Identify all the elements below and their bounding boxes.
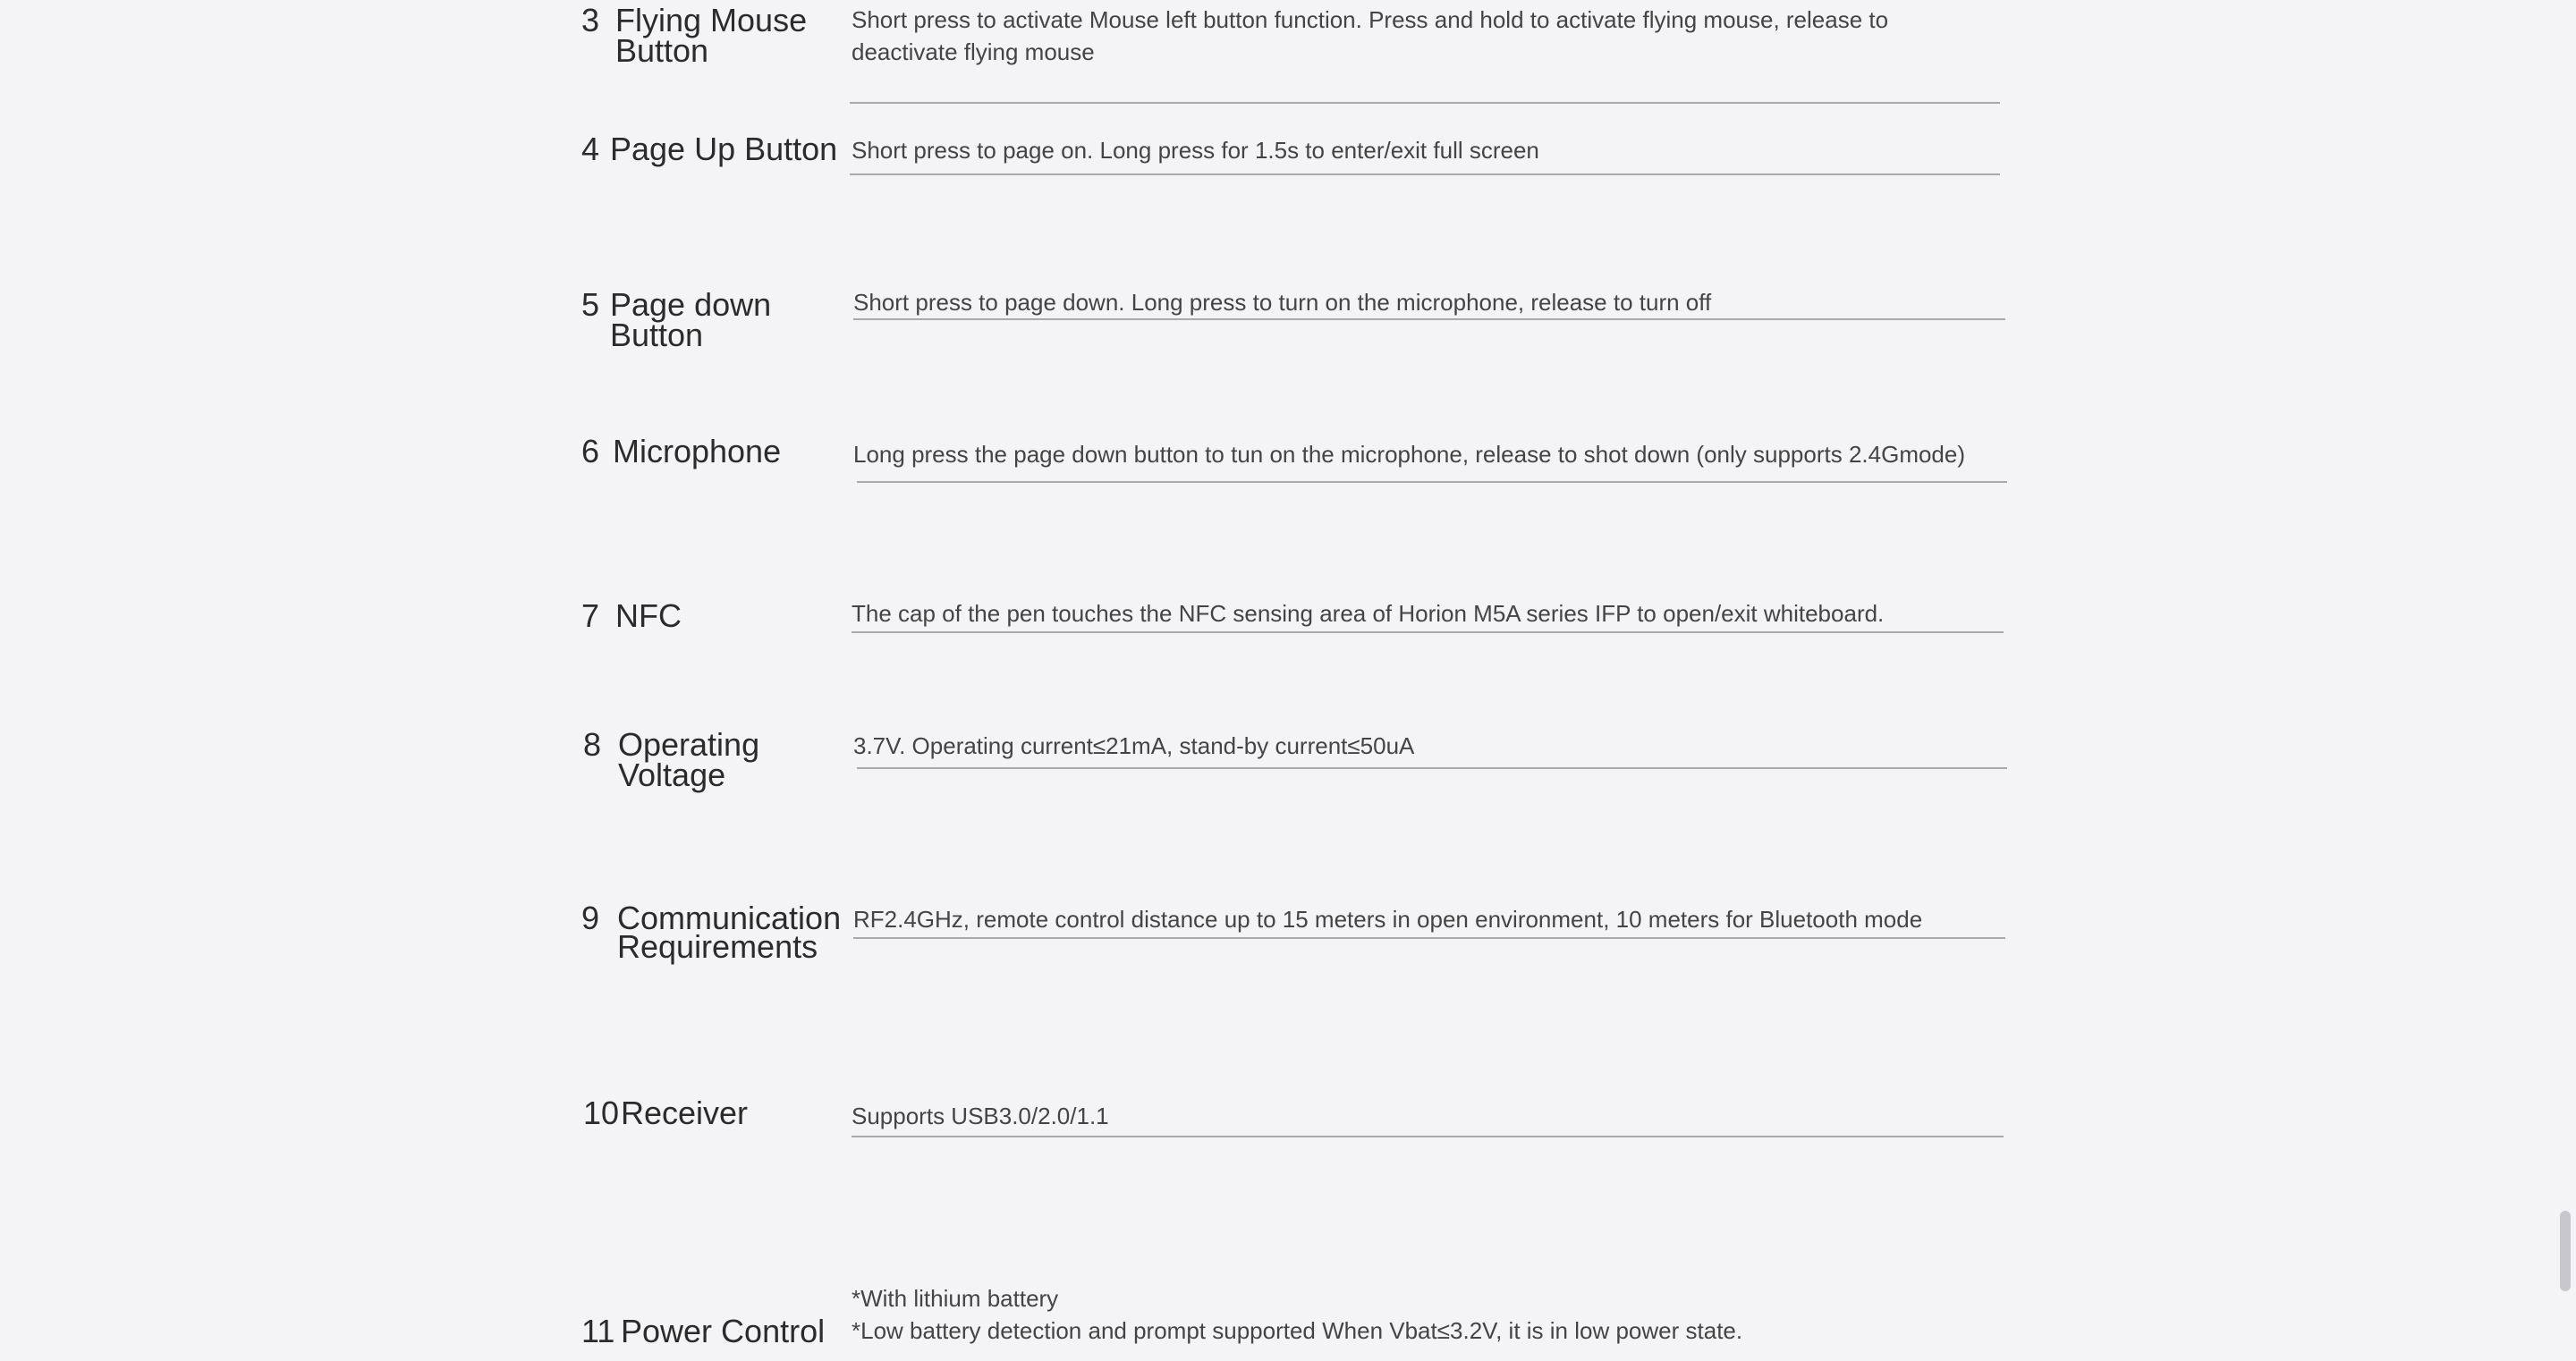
divider: [850, 173, 2000, 175]
feature-description-line: Long press the page down button to tun on the microphone, release to shot down (only supports 2.4Gmode): [853, 441, 1966, 468]
feature-description-line: 3.7V. Operating current≤21mA, stand-by current≤50uA: [853, 732, 1415, 759]
divider: [850, 102, 2000, 104]
feature-label-line: Requirements: [617, 928, 818, 965]
feature-label-line: NFC: [615, 597, 682, 634]
divider: [853, 318, 2005, 320]
feature-number: 5: [581, 286, 600, 323]
feature-description-line: Short press to page down. Long press to turn on the microphone, release to turn off: [853, 289, 1712, 316]
feature-number: 8: [583, 726, 602, 763]
feature-label-line: Page Up Button: [610, 131, 838, 167]
feature-number: 3: [581, 2, 600, 38]
divider: [852, 1136, 2004, 1137]
feature-label-line: Receiver: [621, 1095, 749, 1131]
divider: [853, 937, 2005, 939]
divider: [857, 767, 2007, 769]
feature-label-line: Voltage: [618, 757, 726, 793]
feature-label-line: Button: [615, 32, 709, 69]
divider: [852, 631, 2004, 633]
feature-label-line: Microphone: [613, 433, 782, 469]
feature-label-line: Operating: [618, 726, 760, 763]
feature-description-line: Short press to activate Mouse left button function. Press and hold to activate flying mouse, release to: [852, 6, 1889, 33]
feature-number: 4: [581, 131, 600, 167]
feature-number: 6: [581, 433, 600, 469]
feature-number: 7: [581, 597, 600, 634]
feature-label-line: Power Control: [621, 1313, 826, 1349]
feature-label-line: Flying Mouse: [615, 2, 808, 38]
feature-description-line: deactivate flying mouse: [852, 38, 1095, 65]
feature-description-line: Supports USB3.0/2.0/1.1: [852, 1103, 1109, 1129]
feature-label-line: Page down: [610, 286, 772, 323]
scrollbar-thumb[interactable]: [2560, 1211, 2571, 1291]
feature-description-line: RF2.4GHz, remote control distance up to 15 meters in open environment, 10 meters for Bluetooth mode: [853, 906, 1923, 933]
feature-label-line: Communication: [617, 900, 842, 936]
feature-description-line: Short press to page on. Long press for 1.5s to enter/exit full screen: [852, 137, 1539, 164]
divider: [857, 481, 2007, 483]
feature-number: 9: [581, 900, 600, 936]
feature-description-line: *With lithium battery: [852, 1285, 1059, 1312]
feature-number: 11: [581, 1313, 615, 1349]
feature-description-line: *Low battery detection and prompt supported When Vbat≤3.2V, it is in low power state.: [852, 1317, 1743, 1344]
feature-number: 10: [583, 1095, 620, 1131]
feature-label-line: Button: [610, 317, 704, 353]
feature-description-line: The cap of the pen touches the NFC sensing area of Horion M5A series IFP to open/exit whiteboard.: [852, 600, 1885, 627]
